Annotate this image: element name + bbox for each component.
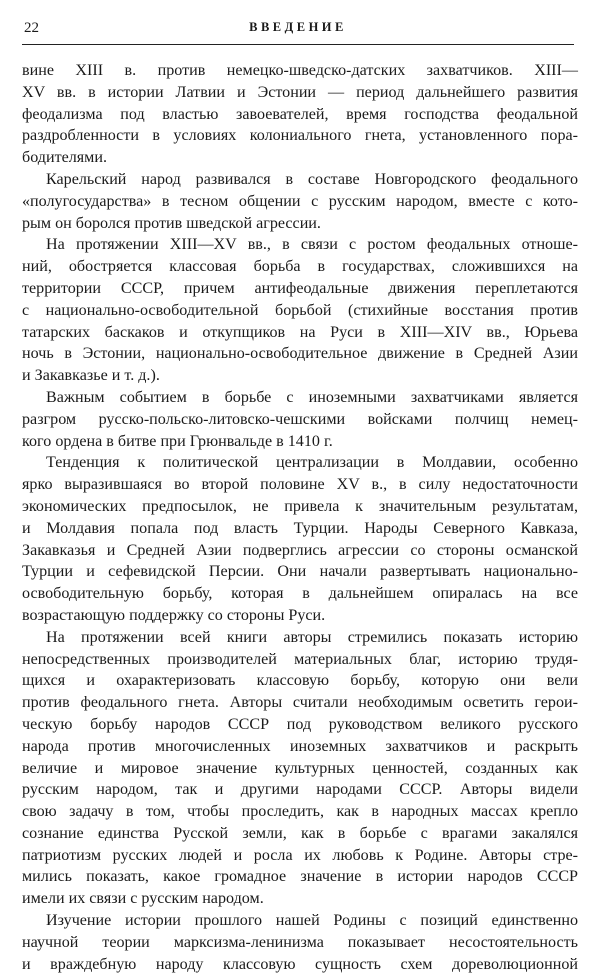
text-line: рым он боролся против шведской агрессии. [22,214,321,232]
body-text [22,60,578,975]
text-line: с национально-освободительной борьбой (стихийные восстания против [22,301,578,319]
page-number: 22 [24,20,39,36]
text-line: На протяжении всей книги авторы стремились показать историю [46,628,578,646]
text-line: патриотизм русских людей и росла их любовь к Родине. Авторы стре- [22,846,578,864]
text-line: вине XIII в. против немецко-шведско-датских захватчиков. XIII— [22,62,578,79]
text-line: величие и мировое значение культурных ценностей, созданных как [22,759,578,777]
text-line: Тенденция к политической централизации в Молдавии, особенно [46,454,578,472]
text-line: Закавказья и Средней Азии подверглись агрессии со стороны османской [22,541,578,559]
text-line: На протяжении XIII—XV вв., в связи с ростом феодальных отноше- [46,236,578,254]
running-header [22,18,574,45]
text-line: Карельский народ развивался в составе Новгородского феодального [46,170,578,188]
text-line: возрастающую поддержку со стороны Руси. [22,606,326,624]
text-line: освободительную борьбу, которая в дальнейшем опиралась на все [22,585,578,603]
text-line: против феодального гнета. Авторы считали необходимым осветить герои- [22,694,578,712]
text-line: бодителями. [22,149,108,167]
text-line: Изучение истории прошлого нашей Родины с позиций единственно [46,912,578,930]
text-line: мились показать, какое громадное значение в истории народов СССР [22,868,578,886]
text-line: разгром русско-польско-литовско-чешскими войсками полчищ немец- [22,410,578,428]
section-title: ВВЕДЕНИЕ [249,20,347,34]
paragraph [22,387,578,452]
paragraph [22,627,578,910]
paragraph [22,910,578,975]
text-line: кого ордена в битве при Грюнвальде в 1410 г. [22,432,333,450]
paragraph [22,234,578,387]
text-line: непосредственных производителей материальных благ, историю трудя- [22,650,578,668]
text-line: научной теории марксизма-ленинизма показывает несостоятельность [22,933,578,951]
text-line: «полугосударства» в тесном общении с русским народом, вместе с кото- [22,192,578,210]
text-line: свою задачу в том, чтобы проследить, как в народных массах крепло [22,803,578,821]
text-line: экономических предпосылок, не привела к значительным результатам, [22,497,578,515]
text-line: Турции и сефевидской Персии. Они начали развертывать национально- [22,563,578,581]
text-line: и враждебную народу классовую сущность схем дореволюционной [22,955,578,973]
text-line: русским народом, так и другими народами СССР. Авторы видели [22,781,578,799]
text-line: XV вв. в истории Латвии и Эстонии — период дальнейшего развития [22,83,578,101]
paragraph [22,169,578,234]
text-line: ний, обостряется классовая борьба в государствах, сложившихся на [22,258,578,276]
text-line: щихся и охарактеризовать классовую борьбу, которую они вели [22,672,578,690]
text-line: территории СССР, причем антифеодальные движения переплетаются [22,279,578,297]
text-line: имели их связи с русским народом. [22,890,264,908]
text-line: сознание единства Русской земли, как в борьбе с врагами закалялся [22,824,578,842]
text-line: народа против многочисленных иноземных захватчиков и раскрыть [22,737,578,755]
text-line: ярко выразившаяся во второй половине XV в., в силу недостаточности [22,476,578,494]
text-line: и Закавказье и т. д.). [22,367,160,385]
paragraph [22,452,578,626]
text-line: ческую борьбу народов СССР под руководством великого русского [22,715,578,733]
text-line: и Молдавия попала под власть Турции. Народы Северного Кавказа, [22,519,578,537]
text-line: феодализма под властью завоевателей, время господства феодальной [22,105,578,123]
text-line: Важным событием в борьбе с иноземными захватчиками является [46,388,578,406]
text-line: ночь в Эстонии, национально-освободительное движение в Средней Азии [22,345,578,363]
paragraph [22,60,578,169]
text-line: татарских баскаков и откупщиков на Руси в XIII—XIV вв., Юрьева [22,323,578,341]
text-line: раздробленности в условиях колониального гнета, установленного пора- [22,127,578,145]
